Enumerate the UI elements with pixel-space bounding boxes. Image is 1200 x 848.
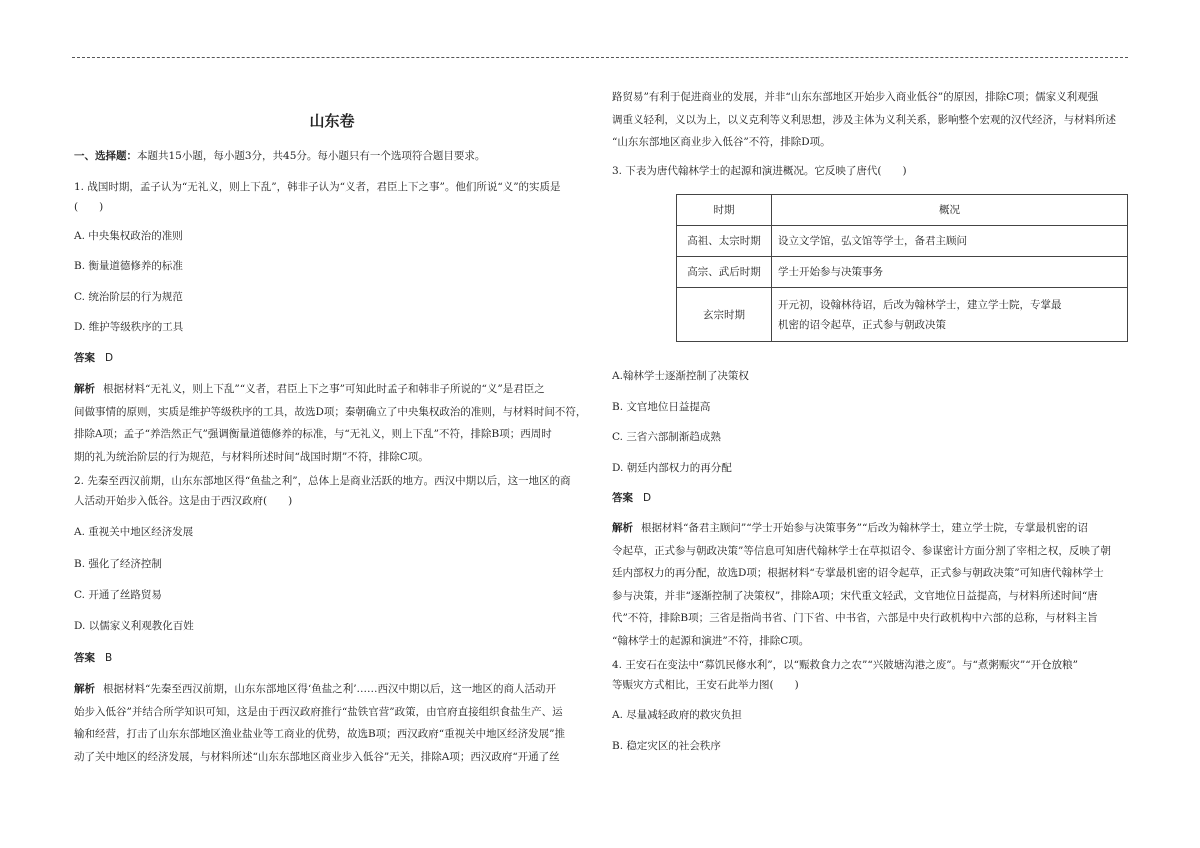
q2-option-a: A. 重视关中地区经济发展: [74, 526, 194, 538]
q1-answer-label: 答案: [74, 352, 95, 364]
q3-answer-label: 答案: [612, 492, 633, 504]
q3-option-c: C. 三省六部制渐趋成熟: [612, 431, 721, 443]
q3-option-d: D. 朝廷内部权力的再分配: [612, 462, 732, 474]
q4-option-a: A. 尽量减轻政府的救灾负担: [612, 709, 742, 721]
q4-stem-line2: 等赈灾方式相比，王安石此举力图( ): [612, 679, 799, 691]
section-text: 本题共15小题，每小题3分，共45分。每小题只有一个选项符合题目要求。: [137, 150, 486, 162]
header-dashed-rule: [72, 57, 1128, 58]
q3-exp-label: 解析: [612, 522, 633, 534]
question-4: [612, 655, 1132, 695]
q2-stem-line1: 2. 先秦至西汉前期，山东东部地区得“鱼盐之利”，总体上是商业活跃的地方。西汉中期以后，这一地区的商: [74, 475, 571, 487]
q1-option-d: D. 维护等级秩序的工具: [74, 321, 184, 333]
table-cell-period: 高宗、武后时期: [677, 257, 772, 288]
q1-exp-line2: 间做事情的原则，实质是维护等级秩序的工具，故选D项；秦朝确立了中央集权政治的准则，与材料时间不符，: [74, 405, 587, 418]
q2-cont-line3: “山东东部地区商业步入低谷”不符，排除D项。: [612, 136, 831, 148]
q1-exp-line1: 根据材料“无礼义，则上下乱”“义者，君臣上下之事”可知此时孟子和韩非子所说的“义”是君臣之: [103, 383, 545, 395]
question-1: [74, 177, 590, 217]
q2-stem-line2: 人活动开始步入低谷。这是由于西汉政府( ): [74, 495, 293, 507]
q2-exp-label: 解析: [74, 683, 95, 695]
q4-stem-line1: 4. 王安石在变法中“募饥民修水利”，以“赈救食力之农”“兴陂塘沟港之废”。与“煮粥赈灾”“开仓放粮”: [612, 659, 1079, 671]
q3-table: [676, 194, 1128, 342]
table-cell-summary: 学士开始参与决策事务: [772, 257, 1128, 288]
table-cell-summary-line2: 机密的诏令起草，正式参与朝政决策: [778, 318, 946, 331]
q4-option-b: B. 稳定灾区的社会秩序: [612, 740, 721, 752]
q1-option-b: B. 衡量道德修养的标准: [74, 260, 183, 272]
q1-stem-line1: 1. 战国时期，孟子认为“无礼义，则上下乱”，韩非子认为“义者，君臣上下之事”。他们所说“义”的实质是: [74, 181, 561, 193]
q3-exp-line2: 令起草，正式参与朝政决策”等信息可知唐代翰林学士在草拟诏令、参谋密计方面分割了宰相之权，反映了朝: [612, 544, 1111, 557]
q2-exp-line1: 根据材料“先秦至西汉前期，山东东部地区得‘鱼盐之利’……西汉中期以后，这一地区的商人活动开: [103, 683, 557, 695]
table-row: [677, 226, 1128, 257]
section-label: 一、选择题：: [74, 150, 137, 162]
table-header-row: [677, 195, 1128, 226]
q2-exp-line3: 输和经营，打击了山东东部地区渔业盐业等工商业的优势，故选B项；西汉政府“重视关中地区经济发展”推: [74, 728, 565, 740]
table-cell-summary: 设立文学馆，弘文馆等学士，备君主顾问: [772, 226, 1128, 257]
q2-cont-line1: 路贸易”有利于促进商业的发展，并非“山东东部地区开始步入商业低谷”的原因，排除C项；儒家义利观强: [612, 91, 1099, 103]
q2-answer-value: B: [105, 652, 113, 664]
q1-exp-line3: 排除A项；孟子“养浩然正气”强调衡量道德修养的标准，与“无礼义，则上下乱”不符，排除B项；西周时: [74, 428, 552, 440]
q1-stem-line2: ( ): [74, 201, 104, 213]
table-cell-period: 玄宗时期: [677, 288, 772, 342]
q2-option-b: B. 强化了经济控制: [74, 558, 162, 570]
q2-option-d: D. 以儒家义利观教化百姓: [74, 620, 194, 632]
q1-option-c: C. 统治阶层的行为规范: [74, 291, 183, 303]
table-header-summary: 概况: [772, 195, 1128, 226]
q3-answer-value: D: [643, 492, 652, 504]
table-header-period: 时期: [677, 195, 772, 226]
table-cell-summary-line1: 开元初，设翰林待诏，后改为翰林学士，建立学士院，专掌最: [778, 298, 1062, 311]
q1-option-a: A. 中央集权政治的准则: [74, 230, 183, 242]
q3-exp-line1: 根据材料“备君主顾问”“学士开始参与决策事务”“后改为翰林学士，建立学士院，专掌最机密的诏: [641, 522, 1088, 534]
page-title: 山东卷: [309, 112, 355, 130]
q3-exp-line6: “翰林学士的起源和演进”不符，排除C项。: [612, 634, 810, 647]
table-cell-summary: [772, 288, 1128, 342]
q3-exp-line3: 廷内部权力的再分配，故选D项；根据材料“专掌最机密的诏令起草，正式参与朝政决策”可知唐代翰林学士: [612, 567, 1104, 579]
q1-explanation: [74, 378, 590, 468]
q3-explanation: [612, 517, 1132, 652]
table-cell-period: 高祖、太宗时期: [677, 226, 772, 257]
table-row: [677, 288, 1128, 342]
q2-answer: [74, 648, 590, 668]
q1-exp-line4: 期的礼为统治阶层的行为规范，与材料所述时间“战国时期”不符，排除C项。: [74, 450, 429, 463]
table-row: [677, 257, 1128, 288]
q2-option-c: C. 开通了丝路贸易: [74, 589, 162, 601]
q2-explanation: [74, 678, 590, 768]
q3-option-a: A.翰林学士逐渐控制了决策权: [612, 370, 749, 382]
q2-exp-line4: 动了关中地区的经济发展，与材料所述“山东东部地区商业步入低谷”无关，排除A项；西汉政府“开通了丝: [74, 750, 560, 763]
q3-answer: [612, 488, 1132, 508]
q1-answer: [74, 348, 590, 368]
q2-explanation-continued: [612, 86, 1132, 154]
q2-cont-line2: 调重义轻利，义以为上，以义克利等义利思想，涉及主体为义利关系，影响整个宏观的汉代经济，与材料所述: [612, 113, 1116, 126]
q3-option-b: B. 文官地位日益提高: [612, 401, 711, 413]
q1-answer-value: D: [105, 352, 114, 364]
q3-stem: 3. 下表为唐代翰林学士的起源和演进概况。它反映了唐代( ): [612, 165, 907, 177]
q3-exp-line5: 代”不符，排除B项；三省是指尚书省、门下省、中书省，六部是中央行政机构中六部的总称，与材料主旨: [612, 612, 1098, 624]
section-heading: [74, 146, 590, 166]
q3-exp-line4: 参与决策，并非“逐渐控制了决策权”，排除A项；宋代重文轻武，文官地位日益提高，与材料所述时间“唐: [612, 589, 1098, 602]
question-2: [74, 471, 590, 511]
q2-exp-line2: 始步入低谷”并结合所学知识可知，这是由于西汉政府推行“盐铁官营”政策，由官府直接组织食盐生产、运: [74, 705, 563, 718]
q1-exp-label: 解析: [74, 383, 95, 395]
q2-answer-label: 答案: [74, 652, 95, 664]
